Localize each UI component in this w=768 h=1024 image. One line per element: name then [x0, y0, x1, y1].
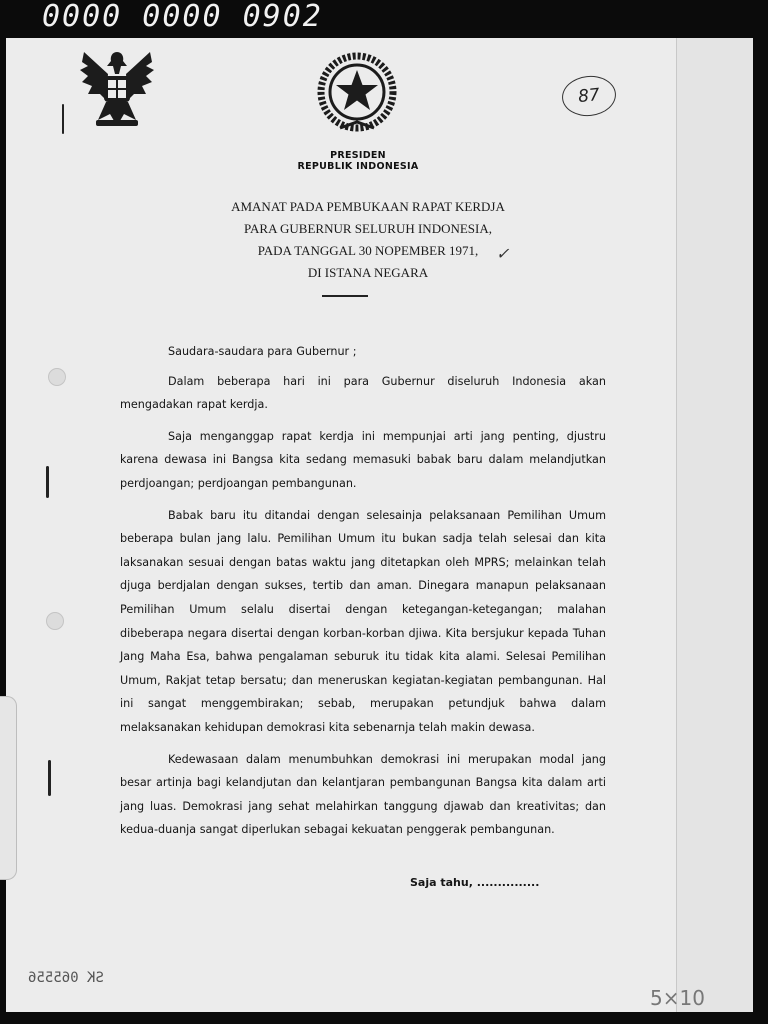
paragraph-3: Babak baru itu ditandai dengan selesainja pelaksanaan Pemilihan Umum beberapa bulan jang lalu. Pemilihan Umum itu bukan sadja telah selesai dan kita laksanakan sesuai dengan batas waktu jang ditetapkan oleh MPRS; melainkan telah djuga berdjalan dengan sukses, tertib dan aman. Dinegara manapun pelaksanaan Pemilihan Umum selalu disertai dengan ketegangan-ketegangan; malahan dibeberapa negara disertai dengan korban-korban djiwa. Kita bersjukur kepada Tuhan Jang Maha Esa, bahwa pengalaman seburuk itu tidak kita alami. Selesai Pemilihan Umum, Rakjat tetap bersatu; dan meneruskan kegiatan-kegiatan pembangunan. Hal ini sangat menggembirakan; sebab, merupakan petundjuk bahwa dalam melaksanakan kehidupan demokrasi kita sebenarnja telah makin dewasa. [120, 508, 606, 734]
title-line-4: DI ISTANA NEGARA [307, 265, 429, 280]
scan-mark [62, 104, 64, 134]
punch-hole [48, 368, 66, 386]
paragraph-1: Dalam beberapa hari ini para Gubernur diseluruh Indonesia akan mengadakan rapat kerdja. [120, 374, 606, 412]
title-divider [322, 295, 368, 297]
film-frame-code: 0000 0000 0902 [42, 0, 323, 34]
punch-hole [46, 612, 64, 630]
corner-reduction-mark: 5×10 [650, 986, 705, 1010]
archive-stamp-code: SK 065556 [28, 970, 104, 986]
document-title [168, 196, 568, 284]
closing-line: Saja tahu, ............... [410, 876, 540, 889]
salutation: Saudara-saudara para Gubernur ; [168, 345, 357, 358]
garuda-emblem-icon [74, 44, 160, 132]
page-edge [676, 38, 753, 1012]
title-line-1: AMANAT PADA PEMBUKAAN RAPAT KERDJA [231, 199, 505, 214]
title-line-3: PADA TANGGAL 30 NOPEMBER 1971, [257, 243, 479, 258]
speech-body [120, 340, 606, 850]
paragraph-4: Kedewasaan dalam menumbuhkan demokrasi ini merupakan modal jang besar artinja bagi kelandjutan dan kelantjaran pembangunan Bangsa kita dalam arti jang luas. Demokrasi jang sehat melahirkan tanggung djawab dan kreativitas; dan kedua-duanja sangat diperlukan sebagai kekuatan penggerak pembangunan. [120, 752, 606, 837]
scan-mark [48, 760, 51, 796]
check-mark-icon: ✓ [496, 246, 510, 263]
office-letterhead [268, 150, 448, 172]
paragraph-2: Saja menganggap rapat kerdja ini mempunjai arti jang penting, djustru karena dewasa ini Bangsa kita sedang memasuki babak baru dalam melandjutkan perdjoangan; perdjoangan pembangunan. [120, 429, 606, 490]
office-line-1: PRESIDEN [330, 150, 386, 161]
binder-tab [0, 696, 17, 880]
handwritten-page-number: 87 [560, 73, 618, 118]
office-line-2: REPUBLIK INDONESIA [297, 161, 419, 172]
scan-mark [46, 466, 49, 498]
title-line-2: PARA GUBERNUR SELURUH INDONESIA, [244, 221, 492, 236]
presidential-seal-icon [314, 52, 400, 136]
